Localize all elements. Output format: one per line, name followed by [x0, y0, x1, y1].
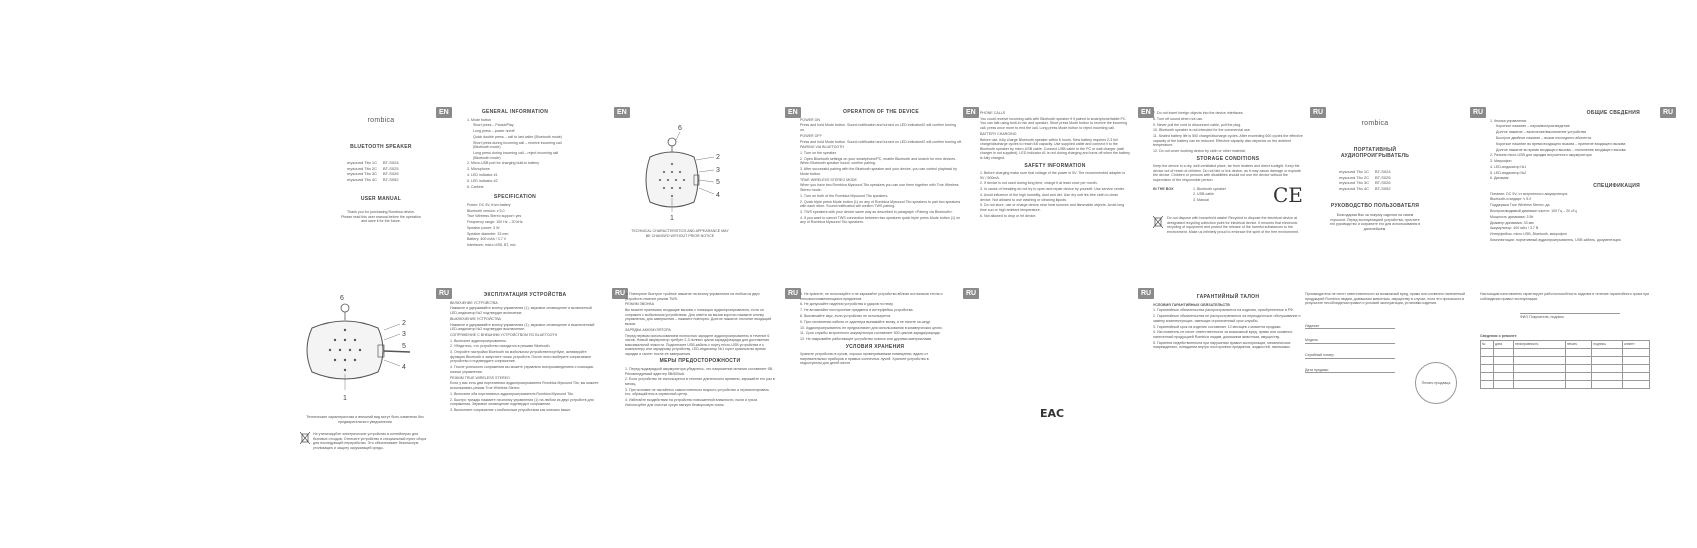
badge-en-2: EN	[614, 107, 630, 118]
list-item: Long press – power on/off	[473, 129, 515, 134]
signature-line: ФИО Покупателя, подпись	[1520, 313, 1620, 320]
list-item: 2. Micro-USB port for charging built-in battery	[467, 161, 540, 166]
table-header-cell: печать	[1565, 341, 1591, 349]
list-item: Воспроизводимый диапазон частот: 100 Гц – 20 кГц	[1490, 208, 1577, 213]
badge-ru-4: RU	[436, 288, 452, 299]
ru-operation-panel	[450, 290, 600, 450]
table-header-cell: дата	[1493, 341, 1513, 349]
form-field-serial[interactable]: Серийный номер	[1305, 353, 1395, 359]
list-item: 3. Гарантийный срок на изделие составляет 12 месяцев с момента продажи.	[1153, 324, 1282, 329]
list-item: Питание: DC 5V, от встроенного аккумулятора	[1490, 191, 1568, 196]
list-item: Short press – Pause/Play	[473, 123, 514, 128]
list-item: 4. Avoid influence of the high humidity, dust and dirt. Use dry soft lint-free cloth to clean device. Not allowed to use washing or cleaning liquids.	[980, 193, 1119, 202]
list-item: 11. Срок службы встроенного аккумулятора составляет 500 циклов заряда/разряда.	[800, 331, 941, 336]
list-item: 5. Гарантия недействительна при нарушении правил эксплуатации, механических повреждениях, попадании внутрь посторонних предметов, жидкостей, насекомых.	[1153, 340, 1291, 350]
list-item: 1. Turn on the speaker.	[800, 151, 837, 156]
list-item: 12. Do not cover working device by cloth or other material.	[1153, 149, 1246, 154]
list-item: 2. If device is not used during long time, charge it at least once per month.	[980, 181, 1098, 186]
callout-5: 5	[402, 343, 406, 350]
en-operation-panel	[800, 107, 962, 257]
list-item: 2. Если устройство не используется в течение длительного времени, заряжайте его раз в месяц.	[625, 377, 775, 387]
en-safety-title: SAFETY INFORMATION	[1024, 162, 1086, 169]
ru-disposal-text: Не утилизируйте электрическое устройство в контейнерах для бытовых отходов. Отнесите устройство в специальный пункт сбора для последующей переработки. Это обеспечивает безопасную утилизацию и защиту окружающей среды.	[313, 432, 427, 450]
disposal-block	[1153, 216, 1303, 234]
list-item: Long press during incoming call – reject incoming call (Bluetooth mode)	[473, 151, 559, 160]
warranty-title: ГАРАНТИЙНЫЙ ТАЛОН	[1196, 294, 1260, 300]
callout-5: 5	[716, 179, 720, 186]
list-item: 6. Carbine	[467, 184, 484, 189]
table-header-cell: неисправность	[1513, 341, 1565, 349]
list-item: Bluetooth-стандарт: v 5.0	[1490, 197, 1532, 202]
list-item: Power: DC 5V, from battery	[467, 202, 511, 207]
callout-3: 3	[402, 331, 406, 338]
en-spec-title: SPECIFICATION	[493, 194, 537, 201]
en-calls-panel	[980, 111, 1130, 261]
badge-ru-2: RU	[1470, 107, 1486, 118]
paragraph: You could receive incoming calls with Bluetooth speaker if it paired to smartphone/tablet PC. You can talk using built-in mic and speaker. Short press Mode button to receive the incoming call, press once more to end the call. Long press Mode button to reject incoming call.	[980, 116, 1128, 130]
form-fields	[1305, 324, 1395, 373]
ru-safety-panel	[800, 292, 950, 452]
en-operation-title: OPERATION OF THE DEVICE	[843, 109, 919, 115]
list-item: 2. USB cable	[1193, 192, 1214, 197]
en-general-list	[467, 118, 575, 190]
list-item: 6. Динамик	[1490, 176, 1509, 181]
list-item: Интерфейсы: micro USB, Bluetooth, микрофон	[1490, 232, 1567, 237]
list-item: Комплектация: портативный аудиопроигрыватель, USB кабель, документация	[1490, 237, 1621, 242]
list-item: 1. Turn on both of the Rombica Mysound Tito speakers.	[800, 193, 889, 198]
crossed-bin-icon	[1153, 216, 1163, 228]
ru-calls-panel	[625, 292, 775, 452]
ru-storage-title: УСЛОВИЯ ХРАНЕНИЯ	[845, 343, 905, 350]
callout-4: 4	[716, 192, 720, 199]
subheading: ВЫКЛЮЧЕНИЕ УСТРОЙСТВА	[450, 316, 501, 321]
list-item: 2. Quick triple press Mode button (1) on any of Rombica Mysound Tito speakers to pair two speakers with each other. Sound notification will confirm TWS pairing.	[800, 199, 961, 209]
list-item: 4. Изготовитель не несет ответственности за возможный вред, прямо или косвенно нанесенный продукцией Rombica людям, домашним животным, имуществу.	[1153, 330, 1293, 339]
list-item: 6. Не допускайте падения устройства и ударов по нему.	[800, 302, 894, 307]
en-diagram-panel	[630, 112, 730, 252]
model-row: mysound Tito 4C BT-S052	[1339, 185, 1391, 191]
callout-2: 2	[402, 320, 406, 327]
list-item: Speaker diameter: 33 mm	[467, 231, 509, 236]
badge-en-1: EN	[436, 107, 452, 118]
ru-spec-title: СПЕЦИФИКАЦИЯ	[1593, 183, 1640, 189]
list-item: 8. Выключайте звук, если устройство не используется.	[800, 313, 892, 318]
list-item: 7. Не вставляйте посторонние предметы в интерфейсы устройства.	[800, 308, 914, 313]
table-header-cell: подпись	[1592, 341, 1623, 349]
list-item: Короткое нажатие – пауза/воспроизведение	[1496, 124, 1570, 129]
ru-operation-title: ЭКСПЛУАТАЦИЯ УСТРОЙСТВА	[483, 292, 567, 298]
list-item: Frequency range: 100 Hz – 20 kHz	[467, 220, 523, 225]
list-item: 3. TWS speakers with your device same way as described in paragraph «Pairing via Bluetooth».	[800, 209, 953, 214]
ru-general-title: ОБЩИЕ СВЕДЕНИЯ	[1586, 110, 1640, 116]
ru-thanks: Благодарим Вас за покупку изделия на сваем mysound. Перед эксплуатацией устройства, прочтите это руководство и сохраните его для использования в дальнейшем.	[1329, 213, 1421, 231]
list-item: Quick double press – call to last caller (Bluetooth mode)	[473, 134, 562, 139]
list-item: 8. Turn off sound when not use.	[1153, 116, 1204, 121]
list-item: Аккумулятор: 400 мАч / 3.7 В	[1490, 226, 1539, 231]
table-header-cell: №	[1481, 341, 1494, 349]
list-item: Короткое нажатие во время входящего вызова – принятие входящего вызова	[1496, 141, 1626, 146]
speaker-diagram-ru	[300, 290, 430, 405]
model-row: mysound Tito 3C BT-S026	[1339, 180, 1391, 185]
form-field-product[interactable]: Изделие	[1305, 324, 1395, 330]
list-item: 2. Гарантийные обязательства не распространяются на периодическое обслуживание и замену комплектующих, имеющих ограниченный срок службы.	[1153, 314, 1301, 323]
list-item: Мощность динамика: 3 Вт	[1490, 214, 1534, 219]
model-row: mysound Tito 1C BT-S024	[347, 160, 399, 165]
list-item: 1. Before charging make sure that voltage of the power is 5V. The recommended adapter is 5V / 500mA.	[980, 171, 1126, 180]
model-row: mysound Tito 1C BT-S024	[1339, 169, 1391, 174]
paragraph: When you have two Rombica Mysound Tito speakers you can use them together with True Wireless Stereo mode:	[800, 183, 959, 192]
list-item: Battery: 400 mAh / 3.7 V	[467, 237, 507, 242]
list-item: 6. Not allowed to drop or hit device.	[980, 213, 1037, 218]
ru-warranty-panel	[980, 292, 1130, 452]
box-list	[1193, 187, 1226, 204]
service-title: Сведения о ремонте	[1480, 333, 1517, 338]
list-item: 4. Повторное быстрое тройное нажатие на кнопку управления на любом из двух устройств отменит режим TWS.	[625, 292, 760, 301]
callout-2: 2	[716, 154, 720, 161]
service-table	[1480, 340, 1650, 389]
model-row: mysound Tito 2C BT-S025	[347, 165, 399, 171]
list-item: 11. Sealed battery life is 500 charge/discharge cycles. After exceeding 500 cycles the effective capacity of the battery can be reduced. Effective capacity also depends on the ambient temperature.	[1153, 134, 1303, 148]
subheading: POWER ON	[800, 117, 820, 122]
paragraph: Нажмите и удерживайте кнопку управления (1), звуковое оповещение и выключенный LED-индикатор №2 подтвердят выключение.	[450, 322, 595, 332]
table-row	[1481, 372, 1650, 380]
subheading: УСЛОВИЯ ГАРАНТИЙНЫХ ОБЯЗАТЕЛЬСТВ	[1153, 302, 1230, 307]
list-item: 3. Откройте настройки Bluetooth на мобильном устройстве/ноутбуке, активируйте функцию Bluetooth и запустите поиск устройств. После этого выберите сопрягаемое устройство и подтвердите сопряжение.	[450, 350, 592, 364]
badge-ru-6: RU	[785, 288, 801, 299]
badge-ru-8: RU	[1138, 288, 1154, 299]
subheading: ЗАРЯДКА АККУМУЛЯТОРА	[625, 327, 671, 332]
paragraph: Press and hold Mode button. Sound notification and turned on LED indicator#2 will confirm turning off.	[800, 139, 962, 144]
list-item: Диаметр динамика: 33 мм	[1490, 220, 1534, 225]
list-item: 5. Не храните, не используйте и не заряжайте устройство вблизи источников тепла и легковоспламеняющихся предметов.	[800, 292, 943, 301]
stamp-circle: Печать продавца	[1415, 362, 1457, 404]
list-item: 2. Убедитесь, что устройство находится в режиме Bluetooth.	[450, 344, 551, 349]
list-item: 2. Open Bluetooth settings on your smartphone/PC, enable Bluetooth and search for new devices. When Bluetooth speaker found, confirm pairing.	[800, 156, 957, 166]
en-spec-list	[467, 203, 575, 248]
model-row: mysound Tito 3C BT-S026	[347, 171, 399, 176]
list-item: 5. LED indicator #2	[467, 178, 498, 183]
list-item: 1. Кнопка управления	[1490, 118, 1527, 123]
list-item: 1. Гарантийные обязательства распространяются на изделия, приобретенные в РФ.	[1153, 308, 1294, 313]
list-item: 9. При отключении кабеля от адаптера вынимайте вилку, а не тяните за шнур.	[800, 319, 932, 324]
list-item: 5. LED-индикатор №2	[1490, 170, 1527, 175]
subheading: РЕЖИМ ЗВОНКА	[625, 302, 655, 307]
subheading: РЕЖИМ TRUE WIRELESS STEREO	[450, 375, 510, 380]
paragraph: Если у вас есть два портативных аудиопроигрывателя Rombica Mysound Tito, вы можете использовать режим True Wireless Stereo:	[450, 381, 599, 390]
subheading: TRUE WIRELESS STEREO MODE	[800, 177, 857, 182]
subheading: PAIRING VIA BLUETOOTH	[800, 145, 844, 150]
list-item: Долгое нажатие во время входящего вызова – отклонение входящего вызова	[1496, 147, 1626, 152]
list-item: 2. Быстро трижды нажмите на кнопку управления (1) на любом из двух устройств для сопряжения. Звуковое оповещение подтвердит сопряжение.	[450, 397, 594, 407]
list-item: 7. Do not insert foreign objects into the device interfaces.	[1153, 111, 1244, 115]
ru-precautions-title: МЕРЫ ПРЕДОСТОРОЖНОСТИ	[659, 358, 741, 365]
table-row	[1481, 380, 1650, 388]
subheading: СОПРЯЖЕНИЕ С ВНЕШНИМ УСТРОЙСТВОМ ПО BLUETOOTH	[450, 332, 558, 337]
list-item: True Wireless Stereo support: yes	[467, 214, 522, 219]
list-item: 12. Не накрывайте работающее устройство тканью или другими материалами.	[800, 337, 933, 342]
en-diagram-note: TECHNICAL CHARACTERISTICS AND APPEARANCE MAY BE CHANGED WITHOUT PRIOR NOTICE	[631, 229, 729, 238]
list-item: 3. Микрофон	[1490, 159, 1512, 164]
disposal-text: Do not dispose with household waste! Recycled to dispose the electrical device at designated recycling collection point for electrical device. It ensures that electronic recycling of equipment and protect the release of the harmful substances to the environment. Make us infinitely proud to embrace the spirit of the free environment.	[1167, 216, 1300, 234]
table-row	[1481, 356, 1650, 364]
crossed-bin-icon	[300, 432, 310, 444]
list-item: 10. Bluetooth speaker is not intended for the commercial use.	[1153, 128, 1251, 133]
paragraph: Нажмите и удерживайте кнопку управления (1), звуковое оповещение и включенный LED-индикатор №2 подтвердят включение.	[450, 306, 592, 315]
ru-form-panel	[1305, 292, 1470, 452]
badge-en-4: EN	[963, 107, 979, 118]
callout-6: 6	[678, 125, 682, 132]
callout-6: 6	[340, 295, 344, 302]
list-item: 2. Разъем micro-USB для зарядки встроенного аккумулятора	[1490, 153, 1592, 158]
list-item: Bluetooth version: v 5.0	[467, 208, 505, 213]
ru-models	[1339, 169, 1425, 191]
en-storage-panel	[1153, 111, 1303, 261]
list-item: Interfaces: micro USB, BT, mic	[467, 243, 516, 248]
list-item: Поддержка True Wireless Stereo: да	[1490, 203, 1550, 208]
badge-ru-5: RU	[612, 288, 628, 299]
badge-ru-7: RU	[963, 288, 979, 299]
list-item: 1. Включите аудиопроигрыватель.	[450, 338, 508, 343]
list-item: 3. In cause of breaking do not try to open and repair device by yourself. Use service center.	[980, 187, 1125, 192]
subheading: POWER OFF	[800, 133, 822, 138]
paragraph: Before use, fully charge Bluetooth speaker within 6 hours. New battery requires 2-3 full charge/discharge cycles to reach full capacity. Use supplied cable and connect it to the Bluetooth speaker by micro-USB cable. Connect USB cable to the PC or wall charger (wall charger is not supplied). LED indicator #1 is red during charging and turns off when the battery is fully charged.	[980, 137, 1130, 160]
ru-warranty-terms	[1153, 292, 1303, 452]
ru-product-title: ПОРТАТИВНЫЙ АУДИОПРОИГРЫВАТЕЛЬ	[1340, 147, 1410, 159]
paragraph: Настоящим изготовитель гарантирует работоспособность изделия в течение гарантийного срока при соблюдении правил эксплуатации.	[1480, 292, 1650, 301]
callout-1: 1	[343, 395, 347, 402]
paragraph: Press and hold Mode button. Sound notification and turned on LED indicator#2 will confirm turning on.	[800, 123, 957, 132]
list-item: 4. LED-индикатор №1	[1490, 164, 1527, 169]
ru-diagram-panel	[300, 290, 430, 455]
ru-general-panel	[1490, 108, 1640, 258]
list-item: 5. Do not store, use or charge device near heat sources and flammable objects. Avoid long time sun or high ambient temperature.	[980, 203, 1125, 212]
list-item: 1. Перед подзарядкой аккумулятора убедитесь, что напряжение питания составляет 5В. Рекомендуемый адаптер 5В/500мА.	[625, 367, 773, 376]
ru-service-panel	[1480, 292, 1660, 452]
badge-ru-1: RU	[1310, 107, 1326, 118]
list-item: Speaker power: 3 W	[467, 225, 500, 230]
subheading: PHONE CALLS	[980, 111, 1006, 115]
en-general-panel	[455, 107, 575, 257]
en-logo: rombica	[367, 117, 395, 124]
table-row	[1481, 364, 1650, 372]
callout-4: 4	[402, 364, 406, 371]
badge-en-3: EN	[785, 107, 801, 118]
badge-en-5: EN	[1138, 107, 1154, 118]
ce-mark: CE	[1273, 183, 1303, 207]
table-header-cell: клиент	[1623, 341, 1650, 349]
en-models	[347, 160, 427, 182]
ru-logo: rombica	[1361, 120, 1389, 127]
list-item: 3. При поломке не пытайтесь самостоятельно вскрыть устройство и отремонтировать его, обращайтесь в сервисный центр.	[625, 387, 769, 397]
table-row	[1481, 348, 1650, 356]
list-item: 4. LED indicator #1	[467, 173, 498, 178]
speaker-diagram	[630, 112, 730, 222]
list-item: 1. Bluetooth speaker	[1193, 186, 1226, 191]
callout-3: 3	[716, 167, 720, 174]
list-item: 10. Аудиопроигрыватель не предназначен для использования в коммерческих целях.	[800, 325, 943, 330]
paragraph: Производитель не несет ответственности за возможный вред, прямо или косвенно нанесенный продукцией Rombica людям, домашним животным, имуществу в случае, если это произошло в результате несоблюдения правил и условий эксплуатации, установки изделия.	[1305, 292, 1465, 306]
table-header-row	[1481, 341, 1650, 349]
list-item: 4. Избегайте воздействия на устройство повышенной влажности, пыли и грязи. Используйте для очистки сухую мягкую безворсовую ткань.	[625, 398, 758, 407]
list-item: 3. Microphone	[467, 167, 490, 172]
ru-disposal-block	[300, 432, 430, 450]
en-manual-title: USER MANUAL	[360, 196, 402, 202]
list-item: Быстрое двойное нажатие – вызов последнего абонента	[1496, 135, 1591, 140]
list-item: 3. After successful pairing with the Bluetooth speaker and your device, you can control playback by Mode button.	[800, 167, 958, 176]
list-item: 4. If you want to cancel TWS connection between two speakers quick triple press Mode button (1) on any of Rombica Mysound Tito speakers.	[800, 215, 961, 225]
ru-manual-title: РУКОВОДСТВО ПОЛЬЗОВАТЕЛЯ	[1330, 203, 1420, 209]
list-item: Short press during incoming call – receive incoming call (Bluetooth mode)	[473, 140, 562, 150]
en-thanks: Thank you for purchasing Rombica device. Please read this user manual before the operation and save it for the future.	[341, 210, 421, 224]
eac-mark: EAC	[1040, 407, 1065, 420]
form-field-sale-date[interactable]: Дата продажи	[1305, 368, 1395, 374]
list-item: 1. Mode button	[467, 117, 491, 122]
in-the-box	[1153, 183, 1303, 207]
list-item: Долгое нажатие – включение/выключение устройства	[1496, 130, 1586, 135]
ru-diagram-note: Технические характеристики и внешний вид могут быть изменены без предварительного уведомления	[306, 415, 424, 424]
list-item: 3. Manual	[1193, 198, 1209, 203]
list-item: 1. Включите оба портативных аудиопроигрывателя Rombica Mysound Tito.	[450, 391, 574, 396]
callout-1: 1	[670, 215, 674, 222]
en-general-title: GENERAL INFORMATION	[481, 109, 549, 115]
badge-ru-3: RU	[1660, 107, 1676, 118]
paragraph: Keep the device in a dry, well-ventilated place, far from heaters and direct sunlight. Keep the device out of reach of children. Do not bite or lick device, as it may cause damage or explode the device. Children or persons with disabilities should not use the device without the supervision of the responsible person.	[1153, 164, 1301, 183]
subheading: ВКЛЮЧЕНИЕ УСТРОЙСТВА	[450, 300, 498, 305]
subheading: BATTERY CHARGING	[980, 131, 1017, 136]
list-item: 4. После успешного сопряжения вы можете управлять воспроизведением с помощью кнопки управления.	[450, 365, 594, 374]
list-item: 3. Выполните сопряжение с мобильным устройством как описано выше.	[450, 407, 572, 412]
en-product-title: BLUETOOTH SPEAKER	[350, 144, 412, 150]
model-row: mysound Tito 4C BT-S052	[347, 176, 399, 182]
box-title: IN THE BOX	[1153, 186, 1174, 191]
en-storage-title: STORAGE CONDITIONS	[1196, 155, 1260, 162]
paragraph: Вы можете принимать входящие вызовы с помощью аудиопроигрывателя, если он сопряжен с мобильным устройством. Для ответа на вызов коротко нажмите кнопку управления, для завершения – нажмите повторно. Долгое нажатие отклонит входящий вызов.	[625, 308, 772, 326]
model-row: mysound Tito 2C BT-S025	[1339, 174, 1391, 180]
paragraph: Храните устройство в сухом, хорошо проветриваемом помещении, вдали от нагревательных приборов и прямых солнечных лучей. Храните устройство в недоступном для детей месте.	[800, 352, 929, 366]
en-cover-panel	[335, 105, 427, 255]
form-field-model[interactable]: Модель	[1305, 338, 1395, 344]
list-item: 9. Never pull the cord to disconnect cable, pull the plug.	[1153, 122, 1242, 127]
ru-cover-panel	[1325, 112, 1425, 257]
paragraph: Перед первым использованием полностью зарядите аудиопроигрыватель в течение 6 часов. Новый аккумулятор требует 2-3 полных цикла заряда/разряда для достижения максимальной емкости. Подключите USB-кабель к порту micro-USB устройства и к компьютеру или зарядному устройству. LED-индикатор №1 горит красным во время зарядки и гаснет после ее завершения.	[625, 333, 770, 356]
